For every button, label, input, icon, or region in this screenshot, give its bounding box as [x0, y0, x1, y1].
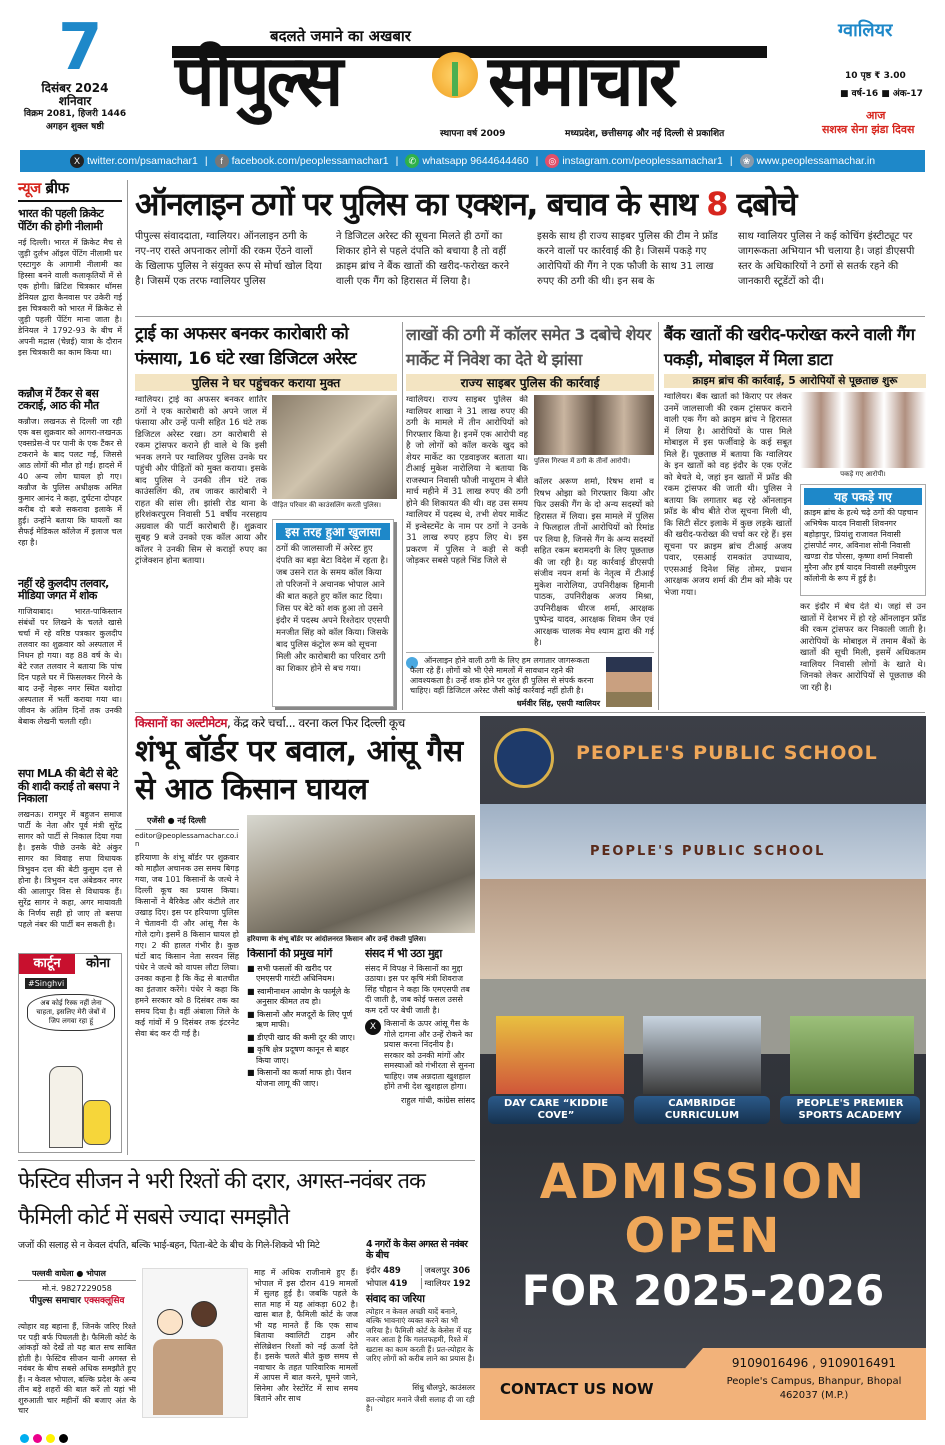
stat-cell: ग्वालियर 192 [421, 1278, 476, 1289]
story-headline: बैंक खातों की खरीद-फरोख्त करने वाली गैंग पकड़ी, मोबाइल में मिला डाटा [664, 325, 915, 369]
cartoon-bubble: अब कोई रिस्क नहीं लेना चाहता, इसलिए मेरी जेबों में जिप लगवा रहा हूं [27, 994, 115, 1031]
admission-line-2: OPEN [624, 1208, 782, 1264]
contact-label[interactable]: CONTACT US NOW [500, 1380, 654, 1398]
demand-item: ■ स्वामीनाथन आयोग के फार्मूले के अनुसार कीमत तय हो। [247, 986, 350, 1007]
parliament-box [365, 948, 475, 1156]
cartoon-figure-2 [83, 1100, 111, 1145]
stats-heading: 4 नगरों के केस अगस्त से नवंबर के बीच [366, 1239, 468, 1261]
print-color-marks [20, 1434, 68, 1443]
lead-col: इसके साथ ही राज्य साइबर पुलिस की टीम ने फ्रॉड करने वालों पर कार्रवाई की है। जिसमें पकड़े गए आरोपियों की गैंग ने एक फौजी के साथ 31 लाख रुपए की ठगी की थी। इन सब के [537, 230, 718, 287]
box-heading: यह पकड़े गए [804, 488, 922, 505]
brief-headline: नहीं रहे कुलदीप तलवार, मीडिया जगत में शोक [18, 576, 109, 603]
box-body: ठगों की जालसाजी में अरेस्ट हुए दंपति का बड़ा बेटा विदेश में रहता है। जब उसने रात के समय कॉल किया तो परिजनों ने अचानक भोपाल आने की बात कहते हुए कॉल काट दिया। जिस पर बेटे को शक हुआ तो उसने इंदौर में पदस्थ अपने रिश्तेदार एएसपी मनजीत सिंह को कॉल किया। जिसके बाद पुलिस कंट्रोल रूम को सूचना मिली और कारोबारी का परिवार ठगी का शिकार होने से बच गया। [276, 544, 390, 674]
lead-intro [135, 229, 925, 299]
story-body: हरियाणा के शंभू बॉर्डर पर शुक्रवार को माहौल अचानक उस समय बिगड़ गया, जब 101 किसानों के जत्थे ने दिल्ली कूच का प्रयास किया। किसानों ने बैरिकेड और कंटीले तार उखाड़ दिए। इस पर हरियाणा पुलिस ने चेतावनी दी और आंसू गैस के गोले दागे। इसमें 8 किसान घायल हो गए। 2 की हालत गंभीर है। कुछ घंटों बाद किसान नेता सरवन सिंह पंधेर ने जत्थे को वापस लौटा लिया। उनका कहना है कि केंद्र से बातचीत का इंतजार करेंगे। पंधेर ने कहा कि हमने सरकार को 8 दिसंबर तक का समय दिया है। वहीं अंबाला जिले के कई गांवों में 9 दिसंबर तक इंटरनेट सेवा बंद कर दी गई है। [135, 853, 239, 1038]
social-bar: X twitter.com/psamachar1 | f facebook.com/peoplessamachar1 | ✆ whatsapp 9644644460 | ◎ instagram.com/peoplessamachar1 | ❀ www.peoplessamachar.in [20, 150, 925, 172]
story-trai [135, 322, 397, 710]
photo-caption: पकड़े गए आरोपी। [840, 470, 886, 478]
tweet-text: किसानों के ऊपर आंसू गैस के गोले दागना और उन्हें रोकने का प्रयास करना निंदनीय है। सरकार को उनकी मांगों और समस्याओं को गंभीरता से सुनना चाहिए। जब अन्नदाता खुशहाल होंगे तभी देश खुशहाल होगा। [384, 1019, 475, 1092]
story-share-market [406, 322, 654, 710]
sp-photo [606, 657, 652, 707]
exclusive-tag [18, 1296, 136, 1307]
social-label: twitter.com/psamachar1 [86, 155, 198, 167]
demands-list [247, 964, 359, 1090]
kicker [135, 716, 475, 731]
brief-headline: कन्नौज में टैंकर से बस टकराई, आठ की मौत [18, 386, 99, 413]
brief-title-black: ब्रीफ [45, 179, 69, 197]
lead-col: साथ ग्वालियर पुलिस ने कई कोचिंग इंस्टीट्यूट पर जागरूकता अभियान भी चलाया है। जहां डीएसपी स्तर के अधिकारियों ने ठगों से सतर्क रहने की जानकारी स्टूडेंटों को दी। [738, 230, 915, 287]
globe-icon: ❀ [740, 154, 754, 168]
contact-phones[interactable]: 9109016496 , 9109016491 [731, 1356, 897, 1370]
brief-headline: भारत की पहली क्रिकेट पेंटिंग की होगी नीलामी [18, 207, 104, 233]
stat-cell: भोपाल 419 [366, 1278, 408, 1289]
school-name: PEOPLE'S PUBLIC SCHOOL [576, 742, 878, 764]
cartoon-label-2: कोना [86, 956, 110, 972]
date-block [10, 82, 140, 134]
lead-col: ने डिजिटल अरेस्ट की सूचना मिलते ही ठगों का शिकार होने से पहले दंपति को बचाया है तो वहीं क्राइम ब्रांच ने बैंक खातों की खरीद-फरोख्त करने वाली एक गैंग को हिरासत में लिया है। [336, 230, 510, 287]
stat-cell: इंदौर 489 [366, 1265, 401, 1276]
brief-headline: सपा MLA की बेटी से बेटे की शादी कराई तो बसपा ने निकाला [18, 767, 119, 806]
tweet-author: राहुल गांधी, कांग्रेस सांसद [400, 1095, 475, 1105]
feature-photo [790, 1016, 914, 1094]
samvat: विक्रम 2081, हिजरी 1446 [23, 109, 127, 119]
social-instagram[interactable] [545, 154, 723, 168]
brief-title-red: न्यूज [18, 179, 41, 197]
lead-headline [135, 186, 925, 223]
photo-caption: हरियाणा के शंभू बॉर्डर पर आंदोलनरत किसान और उन्हें रोकती पुलिस। [247, 935, 427, 943]
kicker-rest: , केंद्र करे चर्चा... वरना कल फिर दिल्ली कूच [226, 716, 405, 730]
x-icon: X [70, 154, 84, 168]
box-body: क्राइम ब्रांच के हत्थे चढ़े ठगों की पहचान अभिषेक यादव निवासी शिवनगर बहोड़ापुर, प्रियांशु राजावत निवासी ट्रांसपोर्ट नगर, अविनाश सोनी निवासी खण्डा रोड पोरसा, कृष्णा शर्मा निवासी मुरैना और हर्ष यादव निवासी लक्ष्मीपुरम कॉलोनी के रूप में हुई है। [804, 508, 918, 583]
reveal-box [272, 519, 394, 707]
farmers-body-row [135, 815, 475, 1156]
side-heading: संवाद का जरिया [366, 1292, 425, 1305]
demands-box [247, 948, 359, 1156]
tagline: बदलते जमाने का अखबार [270, 27, 411, 45]
social-facebook[interactable] [215, 154, 389, 168]
x-icon: X [365, 1019, 381, 1035]
byline-phone: मो.नं. 9827229058 [18, 1280, 136, 1294]
cartoon-box [18, 953, 122, 1153]
stat-cell: जबलपुर 306 [421, 1265, 476, 1276]
date-day: 7 [58, 11, 103, 85]
story-farmers [135, 716, 475, 1156]
protest-photo [247, 815, 475, 933]
quote-text: ऑनलाइन होने वाली ठगी के लिए हम लगातार जागरूकता फैला रहे हैं। लोगों को भी ऐसे मामलों में सावधान रहने की आवश्यकता है। उन्हें शक होने पर तुरंत ही पुलिस से संपर्क करना चाहिए। वहीं डिजिटल अरेस्ट जैसी कोई कार्रवाई नहीं होती है। [410, 656, 594, 695]
published-from: मध्यप्रदेश, छत्तीसगढ़ और नई दिल्ली से प्रकाशित [565, 129, 725, 139]
brand-label: पीपुल्स समाचार [29, 1296, 81, 1306]
byline: पल्लवी वाघेला ● भोपाल [32, 1269, 106, 1278]
story-headline: ट्राई का अफसर बनकर कारोबारी को फंसाया, 16 घंटे रखा डिजिटल अरेस्ट [135, 324, 357, 369]
demand-item: ■ डीएपी खाद की कमी दूर की जाए। [247, 1032, 356, 1042]
today-label: आज [866, 109, 886, 122]
instagram-icon: ◎ [545, 154, 559, 168]
cartoon-label: कार्टून [19, 954, 75, 974]
social-label: facebook.com/peoplessamachar1 [231, 155, 389, 167]
feature-photo [643, 1016, 761, 1094]
demand-item: ■ कृषि क्षेत्र प्रदूषण कानून से बाहर किया जाए। [247, 1045, 349, 1065]
story-body: त्योहार वह बहाना हैं, जिनके जरिए रिश्ते पर पड़ी बर्फ पिघलती है। फैमिली कोर्ट के आंकड़ों को देखें तो यह बात सच साबित होती है। फेस्टिव सीजन यानी अगस्त से नवंबर के बीच सबसे अधिक समझौते हुए हैं। न केवल भोपाल, बल्कि प्रदेश के अन्य तीन बड़े शहरों की बात करें तो यहां भी शुरुआती चार महीनों की बजाए अंत के चार [18, 1322, 136, 1415]
accused-photo [800, 392, 926, 468]
side-author: सिंधु धौलपुरे, काउंसलर [412, 1382, 475, 1392]
social-label: www.peoplessamachar.in [756, 155, 876, 167]
farmers-left-col [135, 815, 239, 1156]
news-brief-column [18, 180, 122, 1153]
exclusive-label: एक्सक्लूसिव [84, 1296, 125, 1306]
demand-item: ■ किसानों का कर्जा माफ हो। पेंशन योजना लागू की जाए। [247, 1068, 352, 1088]
story-headline: फेस्टिव सीजन ने भरी रिश्तों की दरार, अगस्त-नवंबर तक फैमिली कोर्ट में सबसे ज्यादा समझौते [18, 1169, 425, 1230]
story-body-2: कॉलर अरूण शर्मा, रिषभ शर्मा व रिषभ ओझा को गिरफ्तार किया और फिर उसकी गैंग के दो अन्य सदस्यों को हिरासत में लिया। इस मामले में पुलिस ने फिलहाल तीनों आरोपियों को रिमांड पर लिया है, जिनसे गैंग के अन्य सदस्यों सहित रकम बरामदगी के लिए पूछताछ की जा रही है। यह कार्रवाई डीएसपी संजीव नयन शर्मा के नेतृत्व में टीआई मुकेश नारोलिया, उपनिरीक्षक हिमानी पाठक, उपनिरीक्षक अजय मिश्रा, उपनिरीक्षक धीरज शर्मा, आरक्षक पुष्पेन्द्र यादव, आरक्षक शिवम जैन एवं आरक्षक चालक मेघ श्याम द्वारा की गई है। [534, 477, 654, 648]
contact-pin: 462037 (M.P.) [779, 1390, 849, 1401]
brief-title [18, 180, 122, 202]
story-subhead: राज्य साइबर पुलिस की कार्रवाई [406, 374, 654, 391]
story-family-court [18, 1164, 475, 1434]
story-photo [272, 395, 397, 499]
story-headline: लाखों की ठगी में कॉलर समेत 3 दबोचे शेयर मार्केट में निवेश का देते थे झांसा [406, 325, 651, 369]
lead-col: पीपुल्स संवाददाता, ग्वालियर। ऑनलाइन ठगी के नए-नए रास्ते अपनाकर लोगों की रकम ऐंठने वालों के खिलाफ पुलिस ने संयुक्त रूप से मोर्चा खोल दिया है। जिसमें एक तरफ ग्वालियर पुलिस [135, 230, 322, 287]
building-sign: PEOPLE'S PUBLIC SCHOOL [590, 844, 826, 859]
story-bank-accounts [664, 322, 926, 710]
byline: एजेंसी ● नई दिल्ली [147, 816, 206, 825]
kicker-red: किसानों का अल्टीमेटम [135, 716, 227, 730]
demand-item: ■ सभी फसलों की खरीद पर एमएसपी गारंटी अधिनियम। [247, 963, 335, 984]
caught-box [800, 484, 926, 596]
demand-item: ■ किसानों और मजदूरों के लिए पूर्ण ऋण माफी। [247, 1009, 353, 1030]
parliament-heading: संसद में भी उठा मुद्दा [365, 948, 442, 960]
story-body-2: माह में अधिक राजीनामे हुए हैं। भोपाल में इस दौरान 419 मामलों में सुलह हुई है। जबकि पहले के सात माह में यह आंकड़ा 602 है। खास बात है, फैमिली कोर्ट के जज भी यह मानते हैं कि एक साथ बिताया क्वालिटी टाइम और सेलिब्रेशन रिश्तों को नई ऊर्जा देते हैं। इसके चलते बीते कुछ समय से नवाचार के तहत पारिवारिक मामलों में आपस में बात करने, घूमने जाने, सिनेमा और रेस्टोरेंट में साथ समय बिताने और साथ [254, 1268, 358, 1403]
social-label: instagram.com/peoplessamachar1 [562, 155, 723, 167]
social-label: whatsapp 9644644460 [422, 155, 529, 167]
admission-line-1: ADMISSION [539, 1154, 867, 1210]
story-body: ग्वालियर। राज्य साइबर पुलिस की ग्वालियर शाखा ने 31 लाख रुपए की ठगी के मामले में तीन आरोपियों को गिरफ्तार किया है। इनमें एक आरोपी वह है जो लोगों को कॉल करके खुद को शेयर मार्केट का एडवाइजर बताता था। टीआई मुकेश नारोलिया ने बताया कि राजस्थान निवासी फौजी नाथूराम ने बीते मार्च महीने में 31 लाख रुपए की ठगी होने की शिकायत की थी। वह उस समय ग्वालियर में पदस्थ थे, तभी शेयर मार्केट में इन्वेस्टमेंट के नाम पर ठगों ने उनके 31 लाख रुपए हड़प लिए थे। इस प्रकरण में पुलिस ने कड़ी से कड़ी जोड़कर सबसे पहले भिंड जिले से [406, 395, 528, 566]
story-headline: शंभू बॉर्डर पर बवाल, आंसू गैस से आठ किसान घायल [135, 734, 463, 807]
farmers-right-col [247, 815, 475, 1156]
stats-box [366, 1240, 475, 1414]
brief-body: लखनऊ। रामपुर में बहुजन समाज पार्टी के नेता और पूर्व मंत्री सुरेंद्र सागर को पार्टी से निकाल दिया गया है। इसके पीछे उनके बेटे अंकुर सागर का विवाह सपा विधायक त्रिभुवन दत्त की बेटी कुसुम दत्त से होना है। त्रिभुवन दत्त अंबेडकर नगर की आलापुर विस से विधायक हैं। सुरेंद्र सागर ने कहा, अगर मायावती के निर्णय सही हो जाए तो बसपा पहले नंबर की पार्टी बन सकती है। [18, 810, 122, 930]
cartoon-tag: #Singhvi [25, 978, 67, 989]
side-quote: व्रत-त्योहार मनाने जैसी सलाह दी जा रही है। [366, 1394, 475, 1414]
family-cartoon [142, 1268, 248, 1418]
cartoon-figure [49, 1066, 83, 1148]
lead-headline-number: 8 [706, 185, 727, 223]
price: 10 पृष्ठ ₹ 3.00 [845, 71, 906, 81]
brief-body: गाजियाबाद। भारत-पाकिस्तान संबंधों पर लिखने के चलते खासे चर्चा में रहे वरिष्ठ पत्रकार कुलदीप तलवार का शुक्रवार को अस्पताल में निधन हो गया। वह 88 वर्ष के थे। बेटे रजत तलवार ने बताया कि पांच दिन पहले घर में फिसलकर गिरने के बाद उन्हें नेहरू नगर स्थित यशोदा अस्पताल में भर्ती कराया गया था। जीवन के अंतिम दिनों तक उनकी बेबाक लेखनी चलती रही। [18, 607, 122, 727]
story-subhead: जजों की सलाह से न केवल दंपति, बल्कि भाई-बहन, पिता-बेटे के बीच के गिले-शिकवे भी मिटे [18, 1240, 320, 1251]
quote-author: धर्मवीर सिंह, एसपी ग्वालियर [516, 699, 600, 708]
box-heading: इस तरह हुआ खुलासा [276, 523, 390, 540]
school-ad[interactable] [480, 716, 926, 1420]
feature-daycare: DAY CARE “KIDDIE COVE” [488, 1096, 624, 1124]
brief-body: नई दिल्ली। भारत में क्रिकेट मैच से जुड़ी दुर्लभ ऑइल पेंटिंग नीलामी घर एस्टागुरु के आगामी नीलामी का हिस्सा बनने वाली कलाकृतियों में से एक होगी। ब्रिटिश चित्रकार थॉमस डेनियल द्वारा कैनवास पर उकेरी गई इस चित्रकारी को भारत में क्रिकेट से जुड़ी पहली पेंटिंग माना जाता है। डेनियल ने 1792-93 के बीच में अपनी मद्रास (चेन्नई) यात्रा के दौरान इस चित्रकारी का काम किया था। [18, 237, 122, 357]
byline-email: editor@peoplessamachar.co.in [135, 829, 239, 848]
logo-right: समाचार [488, 40, 675, 122]
logo-left: पीपुल्स [175, 40, 341, 122]
story-body: ग्वालियर। ट्राई का अफसर बनकर शातिर ठगों ने एक कारोबारी को अपने जाल में फंसाया और उन्हें पत्नी सहित 16 घंटे तक डिजिटल अरेस्ट रखा। ठग कारोबारी से रकम ट्रांसफर कराने ही वाले थे कि इसी भनक लगने पर ग्वालियर पुलिस उनके घर पहुंची और पीड़ितों को मुक्त कराया। इसके बाद पुलिस ने उनकी तीन घंटे तक काउंसलिंग की, तब जाकर कारोबारी ने राहत की सांस ली। झांसी रोड थाना के हरिशंकरपुरम निवासी 51 वर्षीय नरसहाय अग्रवाल की पार्टी कारोबारी हैं। शुक्रवार सुबह 9 बजे उनको एक कॉल आया और कॉलर ने उनकी सिम से कराड़ों रुपए का ट्रांजेक्शन होना बताया। [135, 395, 267, 566]
feature-sports: PEOPLE'S PREMIER SPORTS ACADEMY [780, 1096, 920, 1124]
today-event: सशस्त्र सेना झंडा दिवस [822, 123, 915, 136]
logo-emblem-icon [432, 52, 478, 98]
story-body-2: कर इंदौर में बेच देते थे। जहां से उन खातों में देशभर में हो रहे ऑनलाइन फ्रॉड की रकम ट्रांसफर कर निकाली जाती है। आरोपियों के मोबाइल में तमाम बैंकों के खातों की सूची मिली, इसमें अधिकतम ग्वालियर निवासी लोगों के खाते थे। जिनको लेकर आरोपियों से पूछताछ की जा रही है। [800, 602, 926, 693]
admission-line-3: FOR 2025-2026 [521, 1266, 885, 1315]
facebook-icon: f [215, 154, 229, 168]
demands-heading: किसानों की प्रमुख मांगें [247, 948, 332, 960]
school-crest-icon [494, 728, 554, 788]
feature-cambridge: CAMBRIDGE CURRICULUM [634, 1096, 770, 1124]
parliament-body: संसद में विपक्ष ने किसानों का मुद्दा उठाया। इस पर कृषि मंत्री शिवराज सिंह चौहान ने कहा कि एमएसपी तब दी जाती है, जब कोई फसल उससे कम दरों पर बेची जाती है। [365, 963, 470, 1015]
tithi: अगहन शुक्ल षष्ठी [46, 122, 104, 132]
social-website[interactable] [740, 154, 875, 168]
founded: स्थापना वर्ष 2009 [440, 129, 506, 139]
accused-photo [534, 395, 654, 455]
month-year: दिसंबर 2024 [41, 81, 109, 95]
contact-address: People's Campus, Bhanpur, Bhopal [726, 1376, 902, 1387]
whatsapp-icon: ✆ [405, 154, 419, 168]
social-twitter[interactable] [70, 154, 198, 168]
photo-caption: पीड़ित परिवार की काउंसलिंग करती पुलिस। [272, 501, 382, 509]
stats-grid [366, 1265, 475, 1289]
lead-headline-text: ऑनलाइन ठगों पर पुलिस का एक्शन, बचाव के साथ [135, 185, 707, 223]
weekday: शनिवार [58, 94, 92, 108]
story-body: ग्वालियर। बैंक खातों को किराए पर लेकर उनमें जालसाजी की रकम ट्रांसफर कराने वाली एक गैंग को क्राइम ब्रांच ने हिरासत में लिया है। आरोपियों के पास मिले मोबाइल में इस फर्जीवाड़े के कई सबूत मिले हैं। पूछताछ में बताया कि ग्वालियर के इन खातों को वह इंदौर के एक एजेंट को बेचते थे, जहां इन खातों में फ्रॉड की रकम ट्रांसफर की जाती थी। पुलिस ने बताया कि लगातार बढ़ रहे ऑनलाइन फ्रॉड के बीच बीते रोज सूचना मिली थी, कि सिटी सेंटर इलाके में कुछ लड़के खातों की खरीद-फरोख्त की चर्चा कर रहे हैं। इस सूचना पर क्राइम ब्रांच टीआई अजय पवार, एसआई रामकांत उपाध्याय, एएसआई दिनेश सिंह तोमर, प्रधान आरक्षक अजय शर्मा की टीम को मौके पर भेजा गया। [664, 392, 792, 598]
story-subhead: क्राइम ब्रांच की कार्रवाई, 5 आरोपियों से पूछताछ शुरू [664, 374, 926, 388]
brief-body: कन्नौज। लखनऊ से दिल्ली जा रही एक बस शुक्रवार को आगरा-लखनऊ एक्सप्रेस-वे पर पानी के एक टैंकर से टकराने के बाद पलट गई, जिससे आठ लोगों की मौत हो गई। हादसे में 40 अन्य लोग घायल हो गए। कन्नौज के पुलिस अधीक्षक अमित कुमार आनंद ने कहा, दुर्घटना दोपहर करीब दो बजे सकरावा इलाके में हुई। उन्होंने बताया कि घायलों का सैफई मेडिकल कॉलेज में इलाज चल रहा है। [18, 416, 122, 547]
edition: ग्वालियर [838, 20, 893, 41]
volume: ■ वर्ष-16 ■ अंक-17 [840, 89, 923, 99]
quote-box [406, 652, 654, 710]
feature-photo [496, 1016, 624, 1094]
lead-block [135, 186, 925, 299]
story-subhead: पुलिस ने घर पहुंचकर कराया मुक्त [135, 374, 397, 391]
photo-caption: पुलिस गिरफ्त में ठगी के तीनों आरोपी। [534, 457, 631, 465]
side-body: त्योहार न केवल अच्छी यादें बनाने, बल्कि भावनाएं व्यक्त करने का भी जरिया है। फैमिली कोर्ट के केसेस में यह नजर आता है कि गलतफहमी, रिश्ते में खटास का काम करती हैं। प्रत-त्योहार के जरिए लोगों को करीब लाने का प्रयास है। [366, 1306, 475, 1364]
lead-headline-text-2: दबोचे [726, 185, 796, 223]
social-whatsapp[interactable] [405, 154, 528, 168]
